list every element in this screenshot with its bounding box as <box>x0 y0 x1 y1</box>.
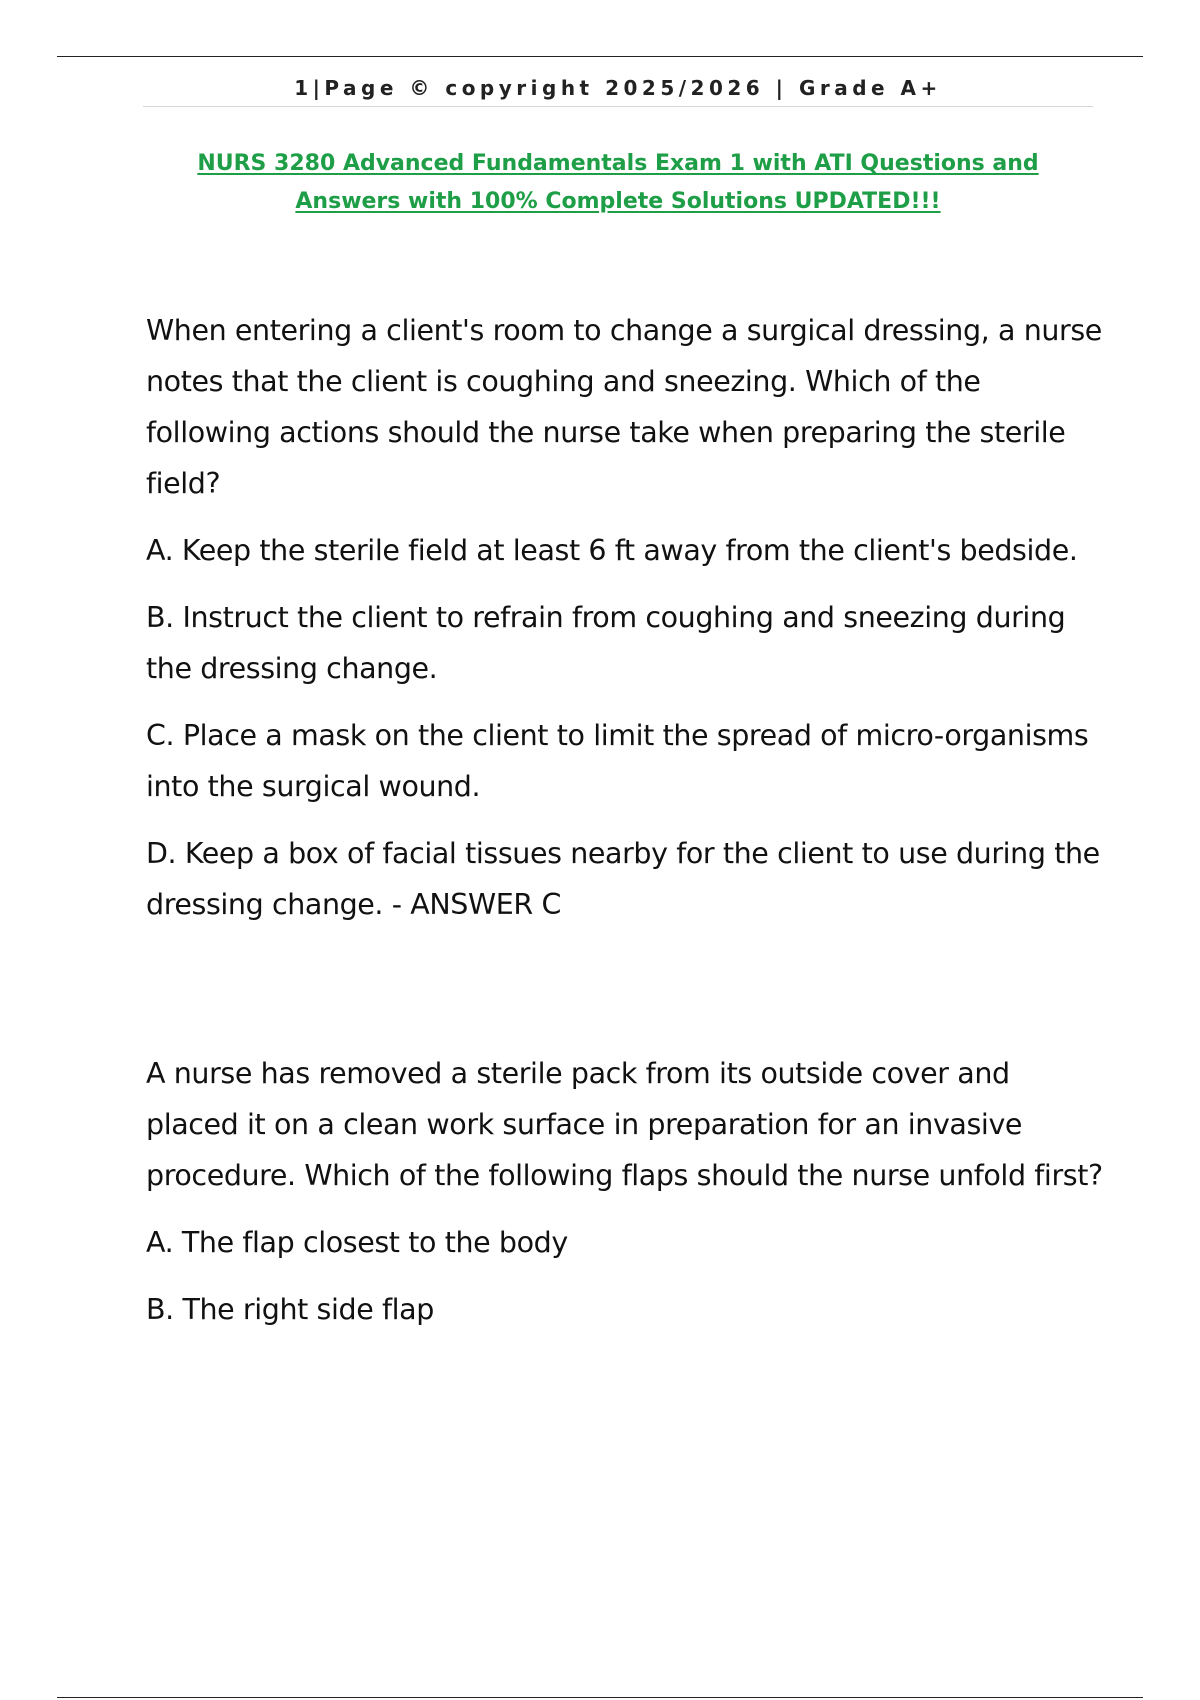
header-rule <box>143 106 1093 107</box>
page-header: 1|Page © copyright 2025/2026 | Grade A+ <box>294 76 942 100</box>
question-spacer <box>146 946 1106 1048</box>
document-body <box>146 305 1106 1351</box>
question-2-option-b: B. The right side flap <box>146 1293 434 1326</box>
question-2-option-a: A. The flap closest to the body <box>146 1226 568 1259</box>
document-title-line-1: NURS 3280 Advanced Fundamentals Exam 1 with ATI Questions and <box>197 151 1039 176</box>
document-title-line-2: Answers with 100% Complete Solutions UPDATED!!! <box>295 189 941 214</box>
question-1-option-a: A. Keep the sterile field at least 6 ft away from the client's bedside. <box>146 534 1078 567</box>
top-rule <box>57 56 1143 57</box>
question-1-option-c: C. Place a mask on the client to limit the spread of micro-organisms into the surgical wound. <box>146 719 1089 803</box>
question-2-stem: A nurse has removed a sterile pack from its outside cover and placed it on a clean work surface in preparation for an invasive procedure. Which of the following flaps should the nurse unfold first? <box>146 1057 1103 1192</box>
bottom-rule <box>57 1697 1143 1698</box>
document-title <box>143 145 1093 221</box>
question-1-stem: When entering a client's room to change a surgical dressing, a nurse notes that the client is coughing and sneezing. Which of the following actions should the nurse take when preparing the sterile field? <box>146 314 1102 500</box>
question-1-option-d: D. Keep a box of facial tissues nearby for the client to use during the dressing change. - ANSWER C <box>146 837 1100 921</box>
question-1-option-b: B. Instruct the client to refrain from coughing and sneezing during the dressing change. <box>146 601 1066 685</box>
